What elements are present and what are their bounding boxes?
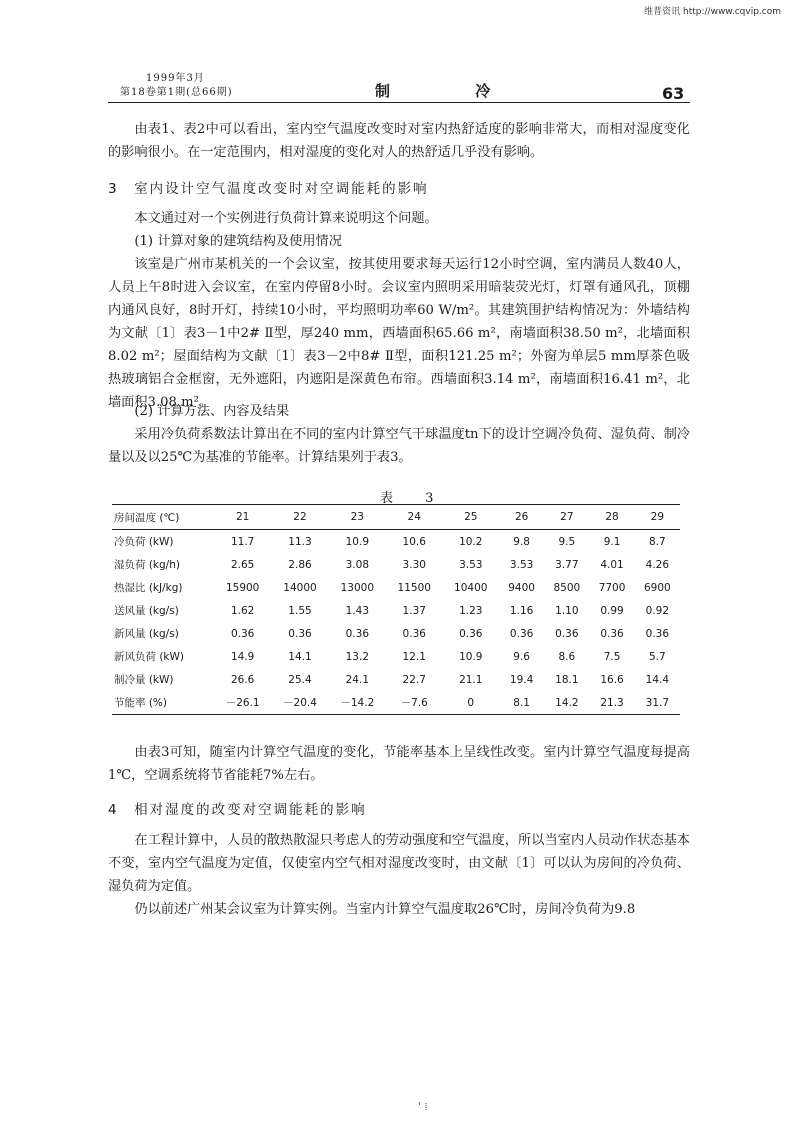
header-cell: 24	[386, 505, 443, 530]
table-cell: 5.7	[648, 650, 666, 663]
table-cell: 25.4	[288, 673, 312, 686]
table-cell: 0.36	[230, 627, 255, 640]
table-cell: 4.26	[645, 558, 670, 571]
table-cell: 1.62	[230, 604, 255, 617]
table-cell: 14.1	[288, 650, 312, 663]
table-cell: －7.6	[386, 691, 443, 715]
table-cell: 18.1	[555, 673, 579, 686]
table-cell: 7700	[598, 581, 626, 594]
table-cell: 10.6	[402, 535, 426, 548]
header-cell: 22	[271, 505, 328, 530]
header-cell: 23	[329, 505, 386, 530]
table-cell: 9.6	[513, 650, 530, 663]
header-cell: 29	[635, 505, 680, 530]
table-cell: 0.36	[600, 627, 624, 640]
table-cell: 3.30	[402, 558, 426, 571]
table-cell: 10.9	[345, 535, 370, 548]
table-cell: 1.37	[402, 604, 426, 617]
section-4-heading: 4 相对湿度的改变对空调能耗的影响	[108, 802, 367, 818]
table-row	[112, 599, 680, 622]
table-cell: 8.6	[558, 650, 576, 663]
table-cell: 11500	[397, 581, 431, 594]
header-cell: 28	[589, 505, 634, 530]
table-cell: 3.53	[459, 558, 483, 571]
paragraph-1: 由表1、表2中可以看出，室内空气温度改变时对室内热舒适度的影响非常大，而相对湿度变化的影响很小。在一定范围内，相对湿度的变化对人的热舒适几乎没有影响。	[108, 122, 690, 160]
section-3-heading: 3 室内设计空气温度改变时对空调能耗的影响	[108, 181, 429, 197]
table-cell: 10.2	[459, 535, 483, 548]
table-cell: 0.36	[288, 627, 312, 640]
row-label-cell: 湿负荷 (kg/h)	[114, 559, 180, 571]
row-label-cell: 冷负荷 (kW)	[114, 536, 174, 548]
table-cell: 14.4	[645, 673, 670, 686]
row-label-cell: 新风量 (kg/s)	[114, 628, 179, 640]
issue-date: 1999年3月	[146, 73, 205, 84]
table-cell: 0.36	[402, 627, 426, 640]
table-cell: 13.2	[345, 650, 370, 663]
table-cell: 8.1	[499, 691, 544, 715]
table-cell: 8500	[553, 581, 581, 594]
header-cell: 27	[544, 505, 589, 530]
issue-volume: 第18卷第1期(总66期)	[120, 87, 233, 98]
issue-info	[120, 72, 233, 100]
table-cell: 0.36	[645, 627, 670, 640]
table-cell: －14.2	[329, 691, 386, 715]
table-cell: 1.16	[509, 604, 534, 617]
table-row	[112, 668, 680, 691]
row-label-cell: 热湿比 (kJ/kg)	[114, 582, 183, 594]
table-cell: 1.55	[288, 604, 312, 617]
table-cell: 16.6	[600, 673, 624, 686]
row-label-cell: 制冷量 (kW)	[114, 674, 174, 686]
table-cell: 31.7	[635, 691, 680, 715]
table-cell: 3.77	[555, 558, 579, 571]
header-cell: 25	[443, 505, 500, 530]
table-cell: 3.08	[345, 558, 370, 571]
table-row	[112, 576, 680, 599]
table-cell: 26.6	[230, 673, 255, 686]
table-cell: 21.3	[589, 691, 634, 715]
table-cell: 13000	[340, 581, 375, 594]
table-cell: 2.86	[288, 558, 312, 571]
header-cell: 21	[214, 505, 271, 530]
table-cell: 0.36	[459, 627, 483, 640]
table-cell: －26.1	[214, 691, 271, 715]
paragraph-4: 采用冷负荷系数法计算出在不同的室内计算空气干球温度tn下的设计空调冷负荷、湿负荷、制冷量以及以25℃为基准的节能率。计算结果列于表3。	[108, 427, 690, 465]
table-cell: 8.7	[648, 535, 666, 548]
table-cell: 0.99	[600, 604, 624, 617]
table-cell: 10400	[454, 581, 488, 594]
table-cell: 14000	[283, 581, 317, 594]
table-cell: 11.3	[288, 535, 312, 548]
table-cell: 9400	[508, 581, 535, 594]
table-cell: 0.36	[345, 627, 370, 640]
table-cell: 15900	[225, 581, 260, 594]
journal-name: 制 冷	[375, 82, 531, 100]
table-cell: 24.1	[345, 673, 370, 686]
header-rule	[108, 102, 690, 103]
table-cell: 6900	[643, 581, 671, 594]
table-row	[112, 553, 680, 576]
row-label-cell: 新风负荷 (kW)	[114, 651, 184, 663]
table-cell: 22.7	[402, 673, 426, 686]
data-table	[112, 504, 680, 715]
subheading-2: (2) 计算方法、内容及结果	[134, 404, 290, 419]
table-cell: －20.4	[271, 691, 328, 715]
table-row	[112, 622, 680, 645]
table-cell: 3.53	[509, 558, 534, 571]
table-row	[112, 691, 680, 715]
table-cell: 1.43	[345, 604, 370, 617]
table-cell: 9.5	[558, 535, 576, 548]
table-row	[112, 645, 680, 668]
table-cell: 1.23	[459, 604, 483, 617]
table-cell: 14.2	[544, 691, 589, 715]
table-cell: 11.7	[230, 535, 255, 548]
table-cell: 10.9	[459, 650, 483, 663]
header-label-cell: 房间温度 (℃)	[112, 505, 214, 530]
table-row	[112, 530, 680, 554]
table-cell: 19.4	[509, 673, 534, 686]
row-label-cell: 送风量 (kg/s)	[114, 605, 179, 617]
table-cell: 7.5	[603, 650, 621, 663]
table-cell: 2.65	[230, 558, 255, 571]
table-cell: 4.01	[600, 558, 624, 571]
table-cell: 0.92	[645, 604, 670, 617]
table-cell: 9.1	[603, 535, 621, 548]
paragraph-2: 本文通过对一个实例进行负荷计算来说明这个问题。	[134, 211, 438, 226]
paragraph-3: 该室是广州市某机关的一个会议室，按其使用要求每天运行12小时空调，室内满员人数40人，人员上午8时进入会议室，在室内停留8小时。会议室内照明采用暗装荧光灯，灯罩有通风孔，顶棚内通风良好，8时开灯，持续10小时，平均照明功率60 W/m²。其建筑围护结构情况为：外墙结构为文献〔1〕表3－1中2# Ⅱ型，厚240 mm，西墙面积65.66 m²，南墙面积38.50 m²，北墙面积8.02 m²；屋面结构为文献〔1〕表3－2中8# Ⅱ型，面积121.25 m²；外窗为单层5 mm厚茶色吸热玻璃铝合金框窗，无外遮阳，内遮阳是深黄色布帘。西墙面积3.14 m²，南墙面积16.41 m²，北墙面积3.08 m²。	[108, 257, 690, 410]
table-cell: 12.1	[402, 650, 426, 663]
row-label-cell: 节能率 (%)	[112, 691, 214, 715]
stray-marks: ' ⁞	[418, 1100, 428, 1113]
header-cell: 26	[499, 505, 544, 530]
table-cell: 0.36	[555, 627, 579, 640]
paragraph-5: 由表3可知，随室内计算空气温度的变化，节能率基本上呈线性改变。室内计算空气温度每提高1℃，空调系统将节省能耗7%左右。	[108, 745, 690, 783]
table-cell: 0	[443, 691, 500, 715]
page-number: 63	[662, 84, 685, 103]
table-header-row	[112, 505, 680, 530]
table-cell: 0.36	[509, 627, 534, 640]
subheading-1: (1) 计算对象的建筑结构及使用情况	[134, 234, 342, 249]
table-cell: 1.10	[555, 604, 579, 617]
watermark: 维普资讯 http://www.cqvip.com	[644, 7, 781, 17]
table-cell: 21.1	[459, 673, 483, 686]
paragraph-7: 仍以前述广州某会议室为计算实例。当室内计算空气温度取26℃时，房间冷负荷为9.8	[134, 902, 636, 917]
table-cell: 14.9	[230, 650, 255, 663]
table-caption: 表 3	[380, 491, 448, 506]
table-cell: 9.8	[513, 535, 530, 548]
paragraph-6: 在工程计算中，人员的散热散湿只考虑人的劳动强度和空气温度，所以当室内人员动作状态基本不变，室内空气温度为定值，仅使室内空气相对湿度改变时，由文献〔1〕可以认为房间的冷负荷、湿负荷为定值。	[108, 833, 690, 894]
